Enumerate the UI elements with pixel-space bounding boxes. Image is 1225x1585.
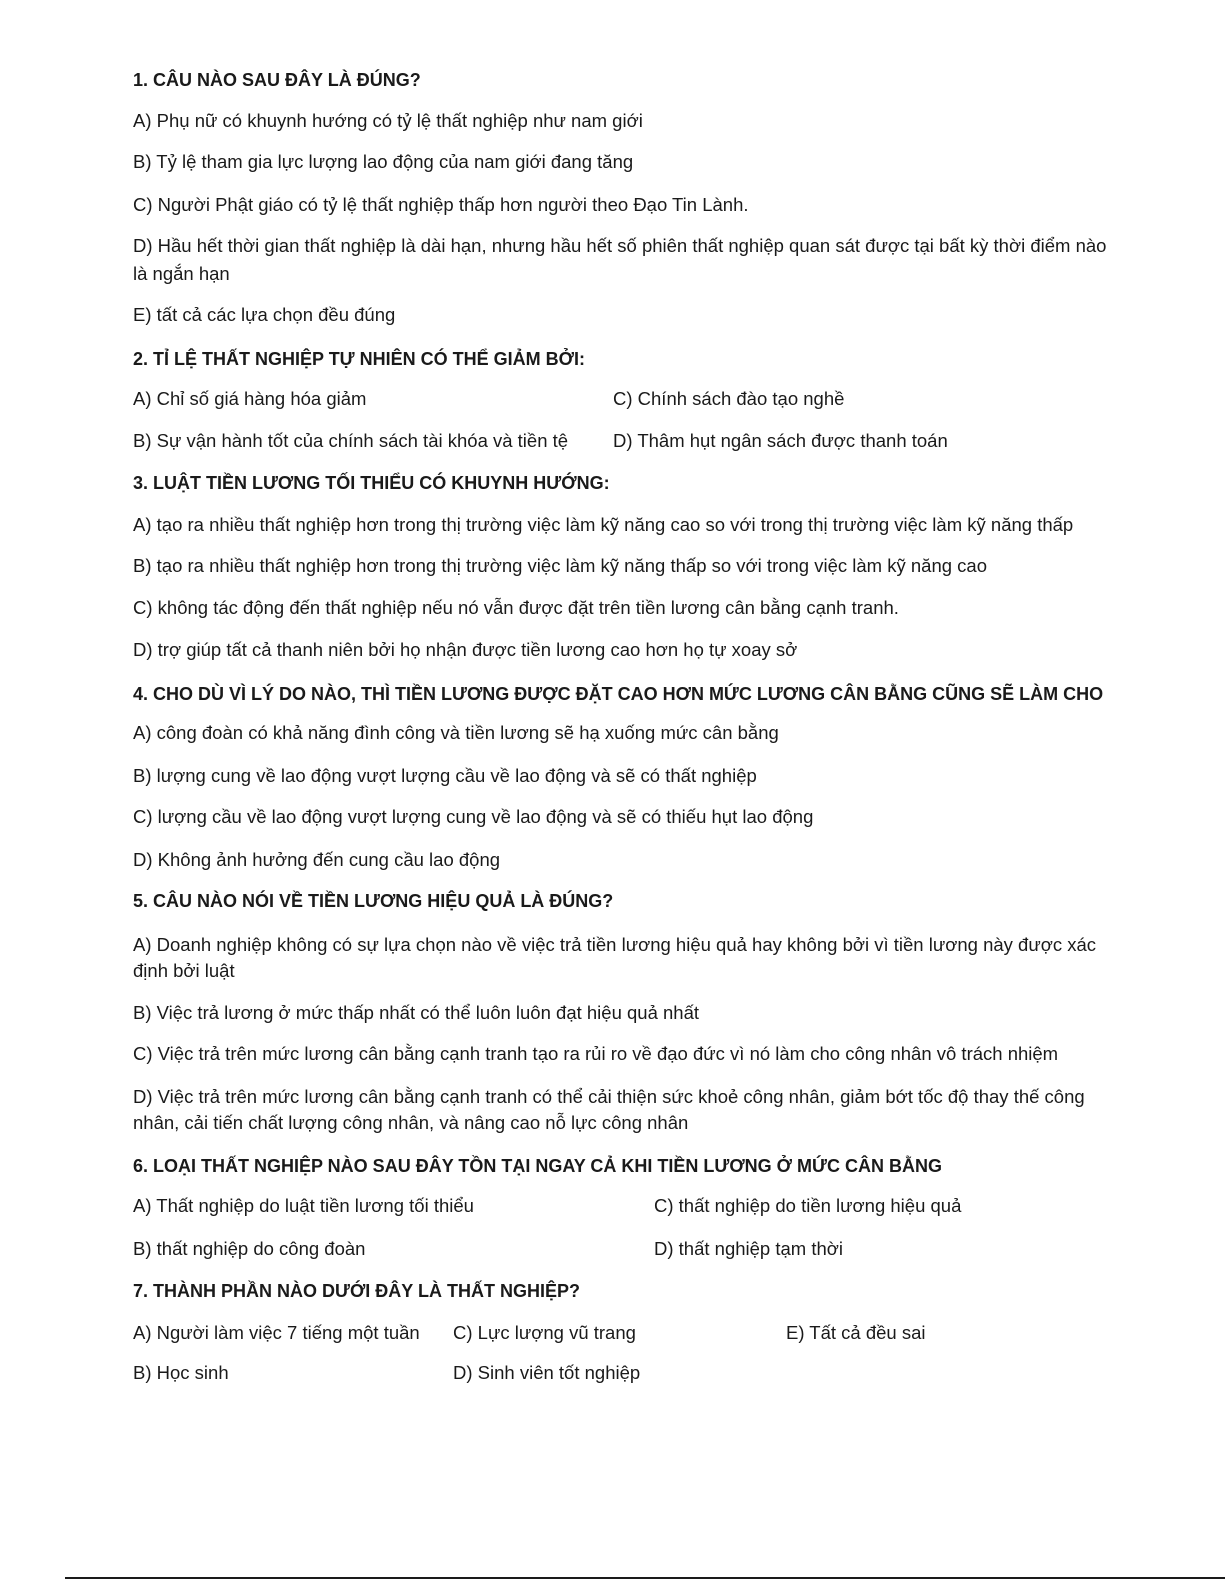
question-7-option-a: A) Người làm việc 7 tiếng một tuần [133, 1322, 420, 1343]
question-1-option-a: A) Phụ nữ có khuynh hướng có tỷ lệ thất nghiệp như nam giới [133, 110, 643, 131]
question-4-option-c: C) lượng cầu về lao động vượt lượng cung về lao động và sẽ có thiếu hụt lao động [133, 806, 814, 827]
question-2-option-c: C) Chính sách đào tạo nghề [613, 388, 845, 409]
question-1-option-e: E) tất cả các lựa chọn đều đúng [133, 304, 396, 325]
question-3-option-a: A) tạo ra nhiều thất nghiệp hơn trong thị trường việc làm kỹ năng cao so với trong thị trường việc làm kỹ năng thấp [133, 514, 1074, 535]
question-3-title: 3. LUẬT TIỀN LƯƠNG TỐI THIỂU CÓ KHUYNH HƯỚNG: [133, 473, 610, 493]
question-1-option-c: C) Người Phật giáo có tỷ lệ thất nghiệp thấp hơn người theo Đạo Tin Lành. [133, 194, 749, 215]
question-6-option-b: B) thất nghiệp do công đoàn [133, 1238, 366, 1259]
question-2-option-a: A) Chỉ số giá hàng hóa giảm [133, 388, 367, 409]
question-3-option-c: C) không tác động đến thất nghiệp nếu nó vẫn được đặt trên tiền lương cân bằng cạnh tranh. [133, 597, 899, 618]
page-bottom-rule [65, 1577, 1225, 1579]
question-2-option-b: B) Sự vận hành tốt của chính sách tài khóa và tiền tệ [133, 430, 569, 451]
question-4-title: 4. CHO DÙ VÌ LÝ DO NÀO, THÌ TIỀN LƯƠNG ĐƯỢC ĐẶT CAO HƠN MỨC LƯƠNG CÂN BẰNG CŨNG SẼ LÀM CHO [133, 684, 1104, 704]
question-5-title: 5. CÂU NÀO NÓI VỀ TIỀN LƯƠNG HIỆU QUẢ LÀ ĐÚNG? [133, 891, 614, 911]
question-7-option-e: E) Tất cả đều sai [786, 1322, 926, 1343]
question-5-option-a: A) Doanh nghiệp không có sự lựa chọn nào về việc trả tiền lương hiệu quả hay không bởi vì tiền lương này được xác định bởi luật [133, 934, 1097, 981]
question-7-option-b: B) Học sinh [133, 1362, 229, 1383]
question-4-option-a: A) công đoàn có khả năng đình công và tiền lương sẽ hạ xuống mức cân bằng [133, 722, 779, 743]
question-4-option-d: D) Không ảnh hưởng đến cung cầu lao động [133, 849, 501, 870]
question-6-title: 6. LOẠI THẤT NGHIỆP NÀO SAU ĐÂY TỒN TẠI NGAY CẢ KHI TIỀN LƯƠNG Ở MỨC CÂN BẰNG [133, 1156, 942, 1176]
question-7-title: 7. THÀNH PHẦN NÀO DƯỚI ĐÂY LÀ THẤT NGHIỆP? [133, 1281, 580, 1301]
question-3-option-b: B) tạo ra nhiều thất nghiệp hơn trong thị trường việc làm kỹ năng thấp so với trong việc làm kỹ năng cao [133, 555, 987, 576]
question-6-option-d: D) thất nghiệp tạm thời [654, 1238, 844, 1259]
question-6-option-c: C) thất nghiệp do tiền lương hiệu quả [654, 1195, 962, 1216]
question-7-option-c: C) Lực lượng vũ trang [453, 1322, 636, 1343]
question-3-option-d: D) trợ giúp tất cả thanh niên bởi họ nhận được tiền lương cao hơn họ tự xoay sở [133, 639, 798, 660]
question-5-option-b: B) Việc trả lương ở mức thấp nhất có thể luôn luôn đạt hiệu quả nhất [133, 1002, 700, 1023]
question-1-title: 1. CÂU NÀO SAU ĐÂY LÀ ĐÚNG? [133, 70, 421, 90]
question-7-option-d: D) Sinh viên tốt nghiệp [453, 1362, 641, 1383]
question-4-option-b: B) lượng cung về lao động vượt lượng cầu về lao động và sẽ có thất nghiệp [133, 765, 757, 786]
question-2-title: 2. TỈ LỆ THẤT NGHIỆP TỰ NHIÊN CÓ THỂ GIẢM BỞI: [133, 349, 585, 369]
question-5-option-d: D) Việc trả trên mức lương cân bằng cạnh tranh có thể cải thiện sức khoẻ công nhân, giảm bớt tốc độ thay thế công nhân, cải tiến chất lượng công nhân, và nâng cao nỗ lực công nhân [133, 1086, 1085, 1133]
question-1-option-b: B) Tỷ lệ tham gia lực lượng lao động của nam giới đang tăng [133, 151, 634, 172]
question-2-option-d: D) Thâm hụt ngân sách được thanh toán [613, 430, 948, 451]
question-1-option-d: D) Hầu hết thời gian thất nghiệp là dài hạn, nhưng hầu hết số phiên thất nghiệp quan sát được tại bất kỳ thời điểm nào là ngắn hạn [133, 235, 1107, 284]
question-6-option-a: A) Thất nghiệp do luật tiền lương tối thiểu [133, 1195, 474, 1216]
question-5-option-c: C) Việc trả trên mức lương cân bằng cạnh tranh tạo ra rủi ro về đạo đức vì nó làm cho công nhân vô trách nhiệm [133, 1043, 1059, 1064]
